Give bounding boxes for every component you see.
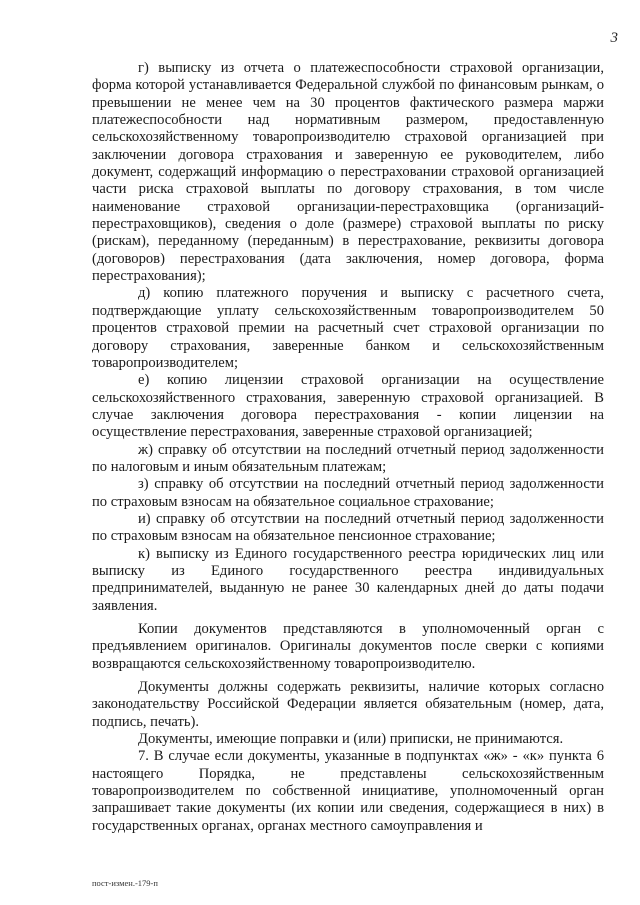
footer-document-code: пост-измен.-179-п (92, 878, 158, 888)
paragraph-corrections: Документы, имеющие поправки и (или) приписки, не принимаются. (138, 731, 564, 748)
paragraph-copies: Копии документов представляются в уполномоченный орган с предъявлением оригиналов. Оригиналы документов после сверки с копиями возвращаются сельскохозяйственному товаропроизводителю. (92, 621, 604, 672)
paragraph-7: 7. В случае если документы, указанные в подпунктах «ж» - «к» пункта 6 настоящего Порядка, не представлены сельскохозяйственным товаропроизводителем по собственной инициативе, уполномоченный орган запрашивает такие документы (их копии или сведения, содержащиеся в них) в государственных органах, органах местного самоуправления и (92, 748, 604, 834)
paragraph-requisites: Документы должны содержать реквизиты, наличие которых согласно законодательству Российской Федерации является обязательным (номер, дата, подпись, печать). (92, 679, 604, 730)
paragraph-d: д) копию платежного поручения и выписку с расчетного счета, подтверждающие уплату сельскохозяйственным товаропроизводителем 50 процентов страховой премии на расчетный счет страховой организации по договору страхования, заверенные банком и сельскохозяйственным товаропроизводителем; (92, 285, 604, 371)
document-body (92, 60, 604, 835)
page-number: 3 (610, 30, 618, 46)
paragraph-g: г) выписку из отчета о платежеспособности страховой организации, форма которой устанавливается Федеральной службой по финансовым рынкам, о превышении не менее чем на 30 процентов фактического размера маржи платежеспособности над нормативным размером, предоставленную сельскохозяйственному товаропроизводителю страховой организацией при заключении договора страхования и заверенную ее руководителем, либо документ, содержащий информацию о перестраховании страховой организацией части риска страховой выплаты по договору страхования, в том числе наименование страховой организации-перестраховщика (организаций-перестраховщиков), сведения о доле (размере) страховой выплаты по риску (рискам), переданному (переданным) в перестрахование, реквизиты договора (договоров) перестрахования (дата заключения, номер договора, форма перестрахования); (92, 60, 604, 285)
paragraph-i: и) справку об отсутствии на последний отчетный период задолженности по страховым взносам на обязательное пенсионное страхование; (92, 510, 604, 545)
paragraph-z: з) справку об отсутствии на последний отчетный период задолженности по страховым взносам на обязательное социальное страхование; (92, 476, 604, 510)
paragraph-e: е) копию лицензии страховой организации на осуществление сельскохозяйственного страхования, заверенную страховой организацией. В случае заключения договора перестрахования - копии лицензии на осуществление перестрахования, заверенные страховой организацией; (92, 372, 604, 441)
paragraph-zh: ж) справку об отсутствии на последний отчетный период задолженности по налоговым и иным обязательным платежам; (92, 441, 604, 475)
paragraph-k: к) выписку из Единого государственного реестра юридических лиц или выписку из Единого государственного реестра индивидуальных предпринимателей, выданную не ранее 30 календарных дней до даты подачи заявления. (92, 545, 604, 614)
